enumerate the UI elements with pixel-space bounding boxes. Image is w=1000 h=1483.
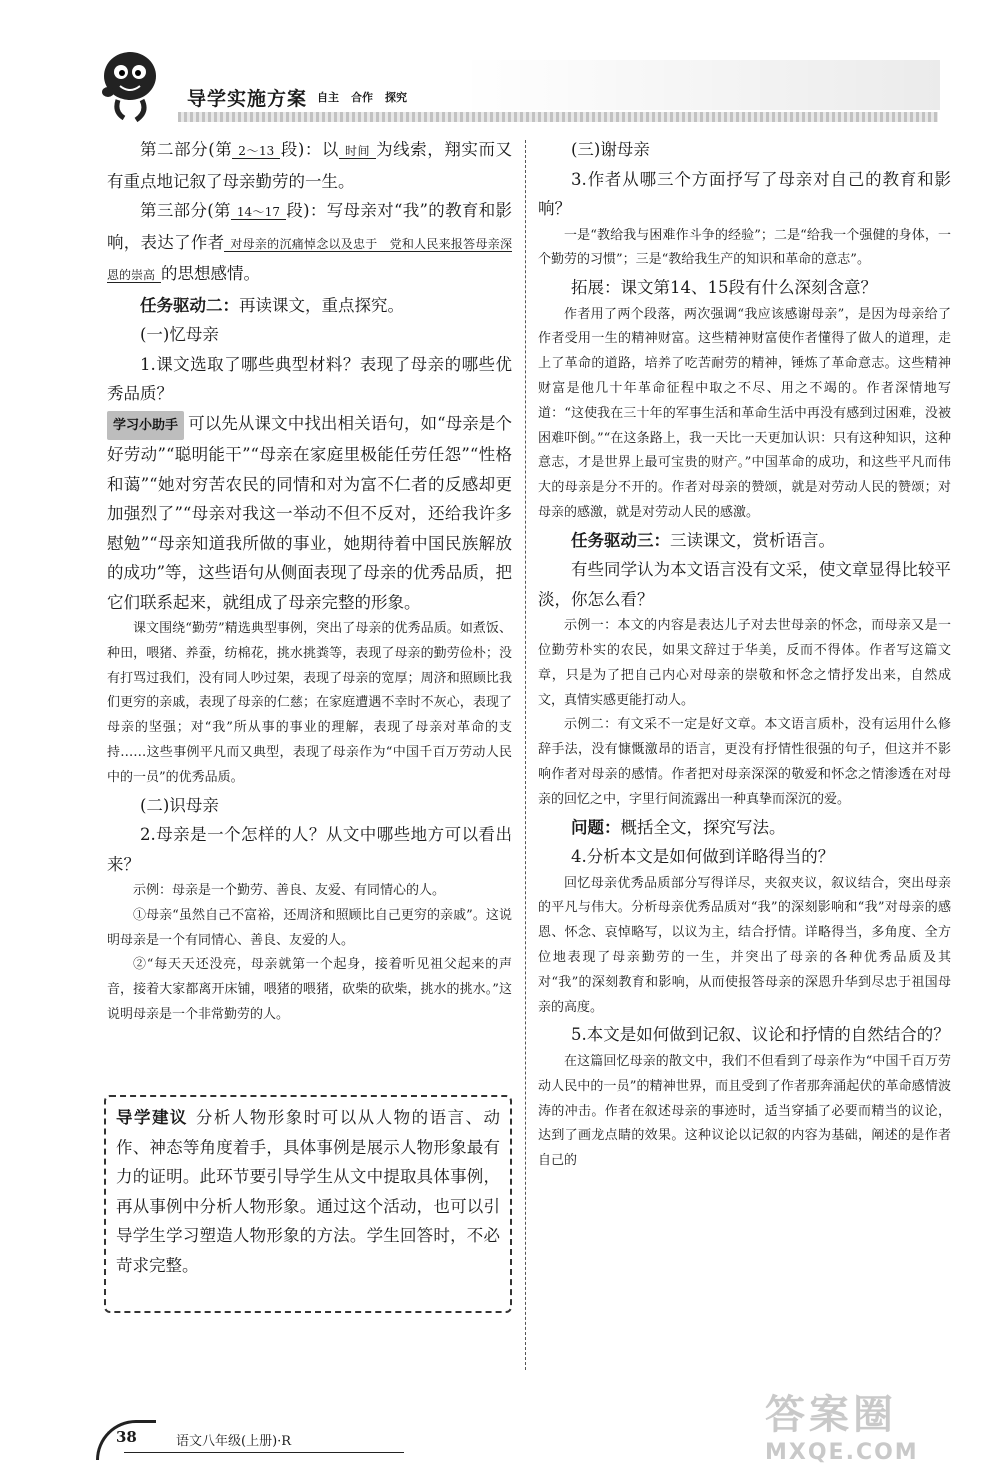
watermark-bottom: MXQE.COM — [765, 1440, 919, 1465]
header-subtitle — [317, 89, 419, 105]
book-title: 语文八年级(上册)·R — [176, 1434, 292, 1449]
left-column — [107, 135, 512, 1028]
helper-text: 可以先从课文中找出相关语句，如“母亲是个好劳动”“聪明能干”“母亲在家庭里极能任劳任怨”“性格和蔼”“她对穷苦农民的同情和对为富不仁者的反感却更加强烈了”“母亲对我这一举动不但不反对，还给我许多慰勉”“母亲知道我所做的事业，她期待着中国民族解放的成功”等，这些语句从侧面表现了母亲的优秀品质，把它们联系起来，就组成了母亲完整的形象。 — [107, 413, 512, 612]
part2-text: 第二部分(第 2～13 段)：以 时间 为线索，翔实而又有重点地记叙了母亲勤劳的一生。 — [107, 140, 513, 191]
extension-answer: 作者用了两个段落，两次强调“我应该感谢母亲”，是因为母亲给了作者受用一生的精神财富。这些精神财富使作者懂得了做人的道理，走上了革命的道路，培养了吃苦耐劳的精神，锤炼了革命意志。这些精神财富是他几十年革命征程中取之不尽、用之不竭的。作者深情地写道：“这使我在三十年的军事生活和革命生活中再没有感到过困难，没被困难吓倒。”“在这条路上，我一天比一天更加认识：只有这种知识，这种意志，才是世界上最可宝贵的财产。”中国革命的成功，和这些平凡而伟大的母亲是分不开的。作者对母亲的赞颂，就是对劳动人民的赞颂；对母亲的感激，就是对劳动人民的感激。 — [538, 306, 951, 520]
watermark-logo — [765, 1383, 975, 1473]
answer-2-point-2: ②“每天天还没亮，母亲就第一个起身，接着听见祖父起来的声音，接着大家都离开床铺，喂猪的喂猪，砍柴的砍柴，挑水的挑水。”这说明母亲是一个非常勤劳的人。 — [107, 957, 512, 1023]
helper-paragraph — [107, 409, 512, 618]
header-sub-2: 合作 — [351, 91, 373, 104]
section3-title: (三)谢母亲 — [571, 140, 650, 159]
answer-5: 在这篇回忆母亲的散文中，我们不但看到了母亲作为“中国千百万劳动人民中的一员”的精神世界，而且受到了作者那奔涌起伏的革命感情波涛的冲击。作者在叙述母亲的事迹时，适当穿插了必要而精当的议论，达到了画龙点睛的效果。这种议论以记叙的内容为基础，阐述的是作者自己的 — [538, 1053, 951, 1169]
part2-clue: 时间 — [339, 144, 376, 159]
page-number: 38 — [116, 1428, 137, 1446]
guide-text: 分析人物形象时可以从人物的语言、动作、神态等角度着手，具体事例是展示人物形象最有力的证明。此环节要引导学生从文中提取具体事例，再从事例中分析人物形象。通过这个活动，也可以引导学生学习塑造人物形象的方法。学生回答时，不必苛求完整。 — [116, 1108, 501, 1275]
task3-heading: 任务驱动三：三读课文，赏析语言。 — [571, 530, 835, 550]
answer-4: 回忆母亲优秀品质部分写得详尽，夹叙夹议，叙议结合，突出母亲的平凡与伟大。分析母亲优秀品质对“我”的深刻影响和“我”对母亲的感恩、怀念、哀悼略写，以议为主，结合抒情。详略得当，多角度、全方位地表现了母亲勤劳的一生，并突出了母亲的各种优秀品质及其对“我”的深刻教育和影响，从而使报答母亲的深恩升华到尽忠于祖国母亲的高度。 — [538, 875, 951, 1015]
question-4: 4.分析本文是如何做到详略得当的？ — [571, 847, 835, 867]
header-sub-1: 自主 — [317, 91, 339, 104]
part3-blank-1: 对母亲的沉痛悼念以及忠于 — [224, 237, 383, 252]
guide-suggestion-box — [104, 1095, 512, 1313]
example-2: 示例二：有文采不一定是好文章。本文语言质朴，没有运用什么修辞手法，没有慷慨激昂的语言，更没有抒情性很强的句子，但这并不影响作者对母亲的感情。作者把对母亲深深的敬爱和怀念之情渗透在对母亲的回忆之中，字里行间流露出一种真挚而深沉的爱。 — [538, 717, 951, 807]
part3-range: 14～17 — [231, 205, 286, 220]
section1-title: (一)忆母亲 — [140, 325, 219, 344]
question-3: 3.作者从哪三个方面抒写了母亲对自己的教育和影响？ — [538, 169, 951, 218]
problem-heading: 问题：概括全文，探究写法。 — [571, 817, 786, 837]
header-band — [178, 112, 938, 122]
page-footer — [96, 1420, 416, 1460]
header-shade — [460, 60, 940, 110]
answer-3: 一是“教给我与困难作斗争的经验”；二是“给我一个强健的身体，一个勤劳的习惯”；三是“教给我生产的知识和革命的意志”。 — [538, 227, 951, 268]
watermark-top: 答案圈 — [765, 1392, 897, 1438]
task2-heading: 任务驱动二：再读课文，重点探究。 — [140, 295, 404, 315]
header-sub-3: 探究 — [385, 91, 407, 104]
question-5: 5.本文是如何做到记叙、议论和抒情的自然结合的？ — [571, 1025, 950, 1045]
part3-text: 第三部分(第 14～17 段)：写母亲对“我”的教育和影响，表达了作者 对母亲的沉痛悼念以及忠于 党和人民来报答母亲深恩的崇高 的思想感情。 — [107, 201, 513, 283]
language-question: 有些同学认为本文语言没有文采，使文章显得比较平淡，你怎么看？ — [538, 560, 951, 609]
column-divider — [525, 140, 526, 1370]
right-column — [538, 135, 951, 1174]
question-1: 1.课文选取了哪些典型材料？表现了母亲的哪些优秀品质？ — [107, 354, 512, 403]
section2-title: (二)识母亲 — [140, 795, 219, 815]
guide-label: 导学建议 — [116, 1108, 188, 1127]
extension-question: 拓展：课文第14、15段有什么深刻含意？ — [571, 278, 877, 298]
mascot-icon — [96, 46, 164, 126]
answer-2-point-1: ①母亲“虽然自己不富裕，还周济和照顾比自己更穷的亲戚”。这说明母亲是一个有同情心、善良、友爱的人。 — [107, 907, 512, 948]
part2-range: 2～13 — [232, 144, 280, 159]
example-1: 示例一：本文的内容是表达儿子对去世母亲的怀念，而母亲又是一位勤劳朴实的农民，如果文辞过于华美，反而不得体。作者写这篇文章，只是为了把自己内心对母亲的崇敬和怀念之情抒发出来，自然成文，真情实感更能打动人。 — [538, 618, 951, 708]
question-2: 2.母亲是一个怎样的人？从文中哪些地方可以看出来？ — [107, 825, 512, 874]
helper-label: 学习小助手 — [107, 411, 184, 441]
answer-1: 课文围绕“勤劳”精选典型事例，突出了母亲的优秀品质。如煮饭、种田，喂猪、养蚕，纺棉花，挑水挑粪等，表现了母亲的勤劳俭朴；没有打骂过我们，没有同人吵过架，表现了母亲的宽厚；周济和照顾比我们更穷的亲戚，表现了母亲的仁慈；在家庭遭遇不幸时不灰心，表现了母亲的坚强；对“我”所从事的事业的理解，表现了母亲对革命的支持……这些事例平凡而又典型，表现了母亲作为“中国千百万劳动人民中的一员”的优秀品质。 — [107, 621, 512, 785]
page-header — [0, 40, 1000, 130]
answer-2-intro: 示例：母亲是一个勤劳、善良、友爱、有同情心的人。 — [133, 883, 446, 899]
part3-blank-2: 党和人民来报答母亲深恩的崇高 — [107, 236, 512, 282]
footer-rule — [124, 1452, 404, 1453]
header-title: 导学实施方案 — [187, 88, 308, 110]
